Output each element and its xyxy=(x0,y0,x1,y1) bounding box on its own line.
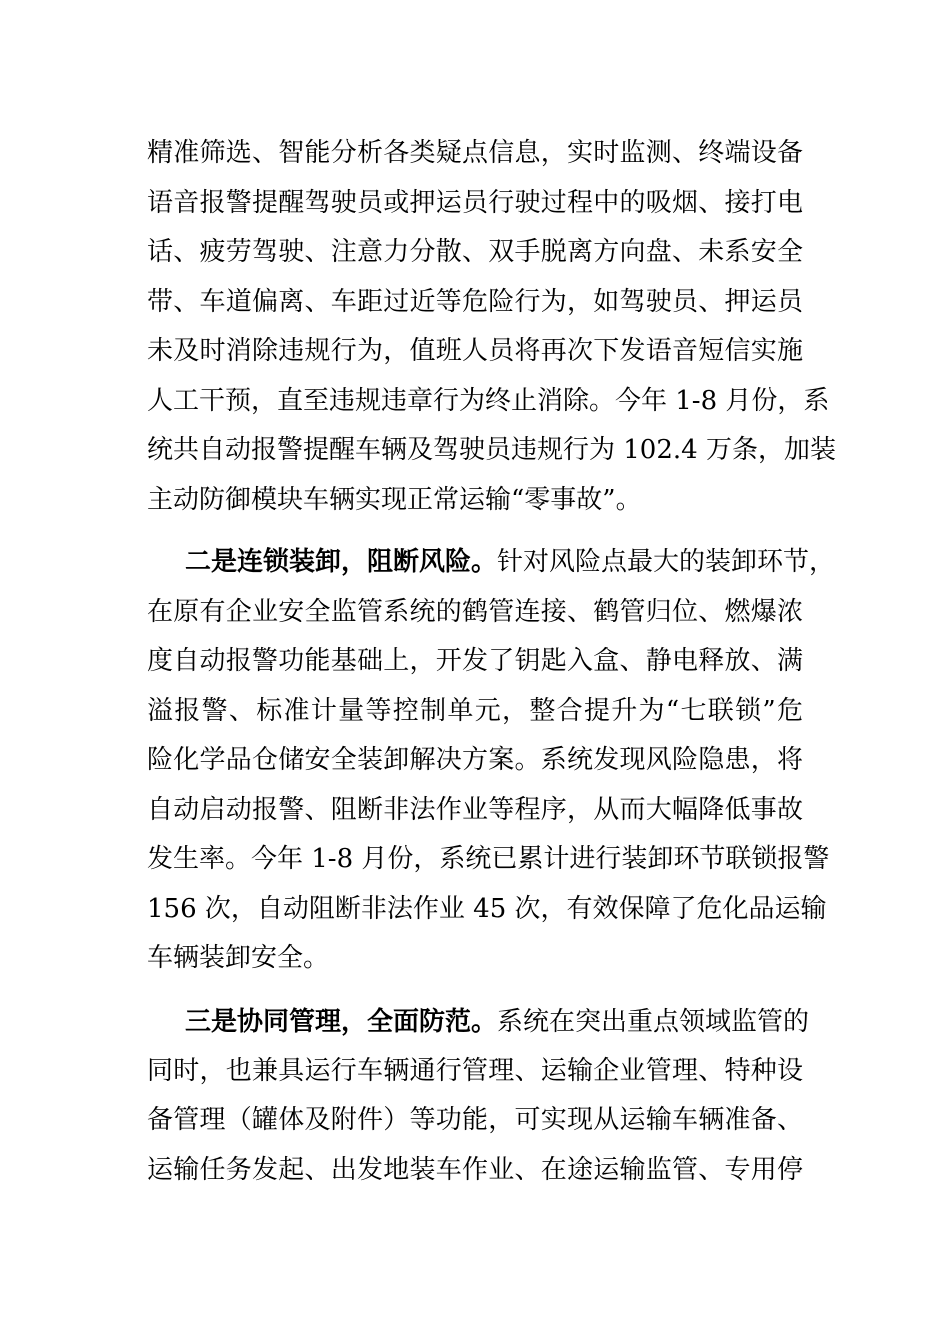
paragraph-1-line-2: 语音报警提醒驾驶员或押运员行驶过程中的吸烟、接打电 xyxy=(147,188,803,218)
paragraph-2-line-4: 溢报警、标准计量等控制单元，整合提升为“七联锁”危 xyxy=(147,696,803,726)
paragraph-2-line-6: 自动启动报警、阻断非法作业等程序，从而大幅降低事故 xyxy=(147,795,803,825)
paragraph-3-first-line-text: 系统在突出重点领域监管的 xyxy=(497,1007,810,1037)
paragraph-1-line-5: 未及时消除违规行为，值班人员将再次下发语音短信实施 xyxy=(147,336,803,366)
paragraph-2-first-line xyxy=(185,542,836,582)
paragraph-2-first-line-text: 针对风险点最大的装卸环节， xyxy=(497,547,836,577)
paragraph-2-line-3: 度自动报警功能基础上，开发了钥匙入盒、静电释放、满 xyxy=(147,646,803,676)
paragraph-2-heading: 二是连锁装卸，阻断风险。 xyxy=(185,547,498,577)
paragraph-3-line-4: 运输任务发起、出发地装车作业、在途运输监管、专用停 xyxy=(147,1155,803,1185)
paragraph-1-line-7: 统共自动报警提醒车辆及驾驶员违规行为 102.4 万条，加装 xyxy=(147,435,836,465)
paragraph-1-line-4: 带、车道偏离、车距过近等危险行为，如驾驶员、押运员 xyxy=(147,287,803,317)
paragraph-2-line-2: 在原有企业安全监管系统的鹤管连接、鹤管归位、燃爆浓 xyxy=(147,597,803,627)
paragraph-3-heading: 三是协同管理，全面防范。 xyxy=(185,1007,498,1037)
paragraph-3-line-3: 备管理（罐体及附件）等功能，可实现从运输车辆准备、 xyxy=(147,1105,803,1135)
paragraph-2-line-5: 险化学品仓储安全装卸解决方案。系统发现风险隐患，将 xyxy=(147,745,803,775)
paragraph-1-line-6: 人工干预，直至违规违章行为终止消除。今年 1-8 月份，系 xyxy=(147,386,830,416)
paragraph-2-line-8: 156 次，自动阻断非法作业 45 次，有效保障了危化品运输 xyxy=(147,894,827,924)
paragraph-2-line-7: 发生率。今年 1-8 月份，系统已累计进行装卸环节联锁报警 xyxy=(147,844,830,874)
paragraph-1-line-1: 精准筛选、智能分析各类疑点信息，实时监测、终端设备 xyxy=(147,138,803,168)
paragraph-2-line-9: 车辆装卸安全。 xyxy=(147,943,330,973)
paragraph-1-line-3: 话、疲劳驾驶、注意力分散、双手脱离方向盘、未系安全 xyxy=(147,237,803,267)
paragraph-3-first-line xyxy=(185,1002,810,1042)
paragraph-3-line-2: 同时，也兼具运行车辆通行管理、运输企业管理、特种设 xyxy=(147,1056,803,1086)
paragraph-1-line-8: 主动防御模块车辆实现正常运输“零事故”。 xyxy=(147,485,642,515)
